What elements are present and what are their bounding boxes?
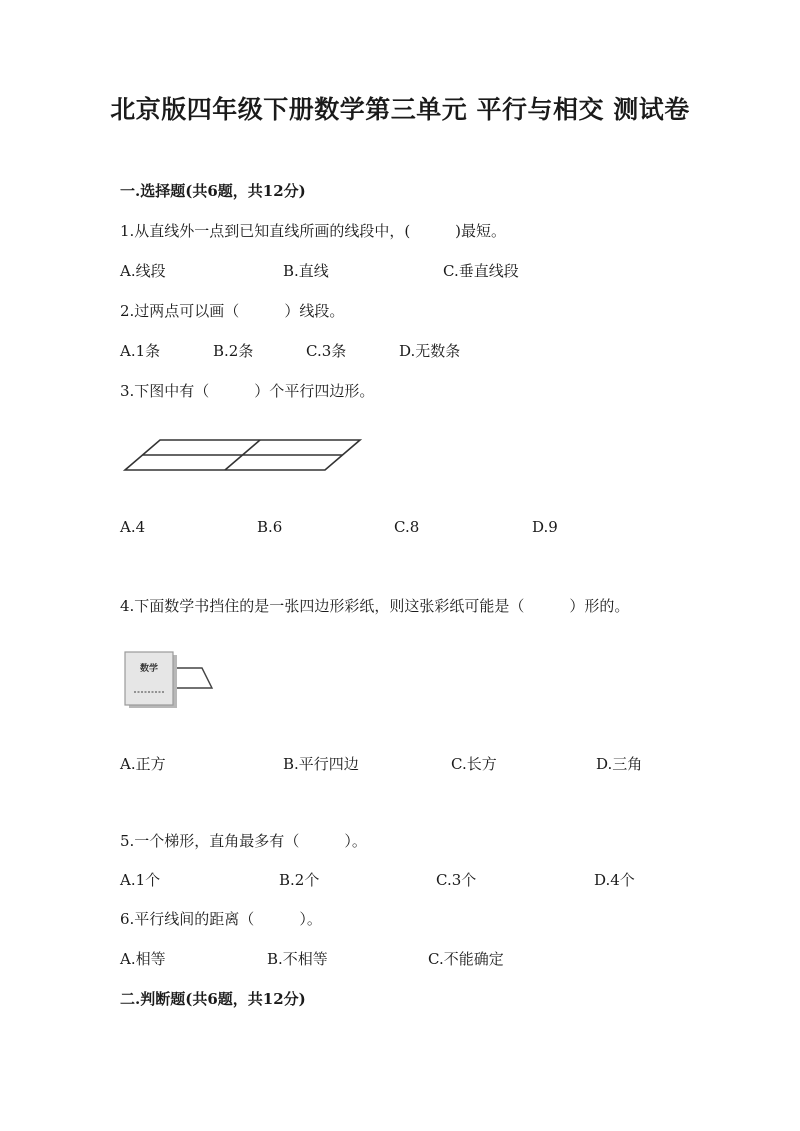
q1-option-c[interactable]: C.垂直线段 [443, 262, 519, 280]
q5-option-c[interactable]: C.3个 [436, 871, 477, 889]
question-4: 4.下面数学书挡住的是一张四边形彩纸，则这张彩纸可能是（ ）形的。 [120, 597, 630, 615]
q2-option-d[interactable]: D.无数条 [399, 342, 461, 360]
q5-option-d[interactable]: D.4个 [594, 871, 635, 889]
section-heading-judgement: 二.判断题(共6题，共12分) [120, 990, 306, 1008]
book-title-label: 数学 [139, 664, 159, 674]
q3-option-a[interactable]: A.4 [120, 518, 146, 536]
q3-option-b[interactable]: B.6 [257, 518, 283, 536]
q2-option-b[interactable]: B.2条 [213, 342, 254, 360]
question-1: 1.从直线外一点到已知直线所画的线段中，( )最短。 [120, 222, 507, 240]
q2-option-c[interactable]: C.3条 [306, 342, 347, 360]
q4-option-a[interactable]: A.正方 [120, 755, 166, 773]
math-book-figure [120, 650, 220, 710]
question-5: 5.一个梯形，直角最多有（ ）。 [120, 832, 367, 850]
section-heading-choice: 一.选择题(共6题，共12分) [120, 182, 306, 200]
q5-option-a[interactable]: A.1个 [120, 871, 161, 889]
q3-option-d[interactable]: D.9 [532, 518, 558, 536]
q1-option-b[interactable]: B.直线 [283, 262, 329, 280]
question-2: 2.过两点可以画（ ）线段。 [120, 302, 345, 320]
question-6: 6.平行线间的距离（ ）。 [120, 910, 322, 928]
q1-option-a[interactable]: A.线段 [120, 262, 166, 280]
q4-option-d[interactable]: D.三角 [596, 755, 643, 773]
question-3: 3.下图中有（ ）个平行四边形。 [120, 382, 375, 400]
q6-option-c[interactable]: C.不能确定 [428, 950, 504, 968]
q6-option-a[interactable]: A.相等 [120, 950, 166, 968]
q6-option-b[interactable]: B.不相等 [267, 950, 328, 968]
q5-option-b[interactable]: B.2个 [279, 871, 320, 889]
q2-option-a[interactable]: A.1条 [120, 342, 161, 360]
parallelogram-grid-figure [120, 435, 370, 475]
q3-option-c[interactable]: C.8 [394, 518, 420, 536]
page-title: 北京版四年级下册数学第三单元 平行与相交 测试卷 [110, 95, 690, 124]
q4-option-c[interactable]: C.长方 [451, 755, 497, 773]
q4-option-b[interactable]: B.平行四边 [283, 755, 359, 773]
